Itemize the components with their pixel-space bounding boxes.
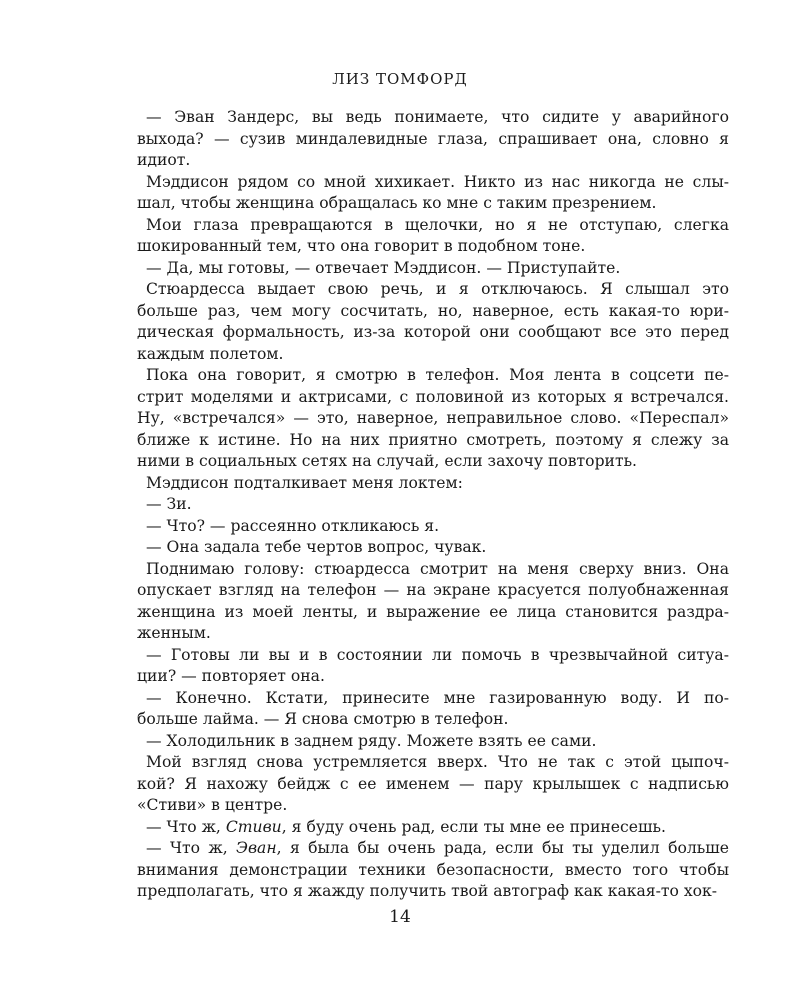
text-line: Мой взгляд снова устремляется вверх. Что не так с этой цыпоч- [146,753,729,771]
text-line [137,838,729,860]
paragraph [137,731,729,753]
paragraph [137,645,729,688]
text-line [137,817,729,839]
paragraph [137,817,729,839]
text-line: «Стиви» в центре. [137,796,288,814]
text-line: больше лайма. — Я снова смотрю в телефон. [137,710,509,728]
text-segment: — Что ж, [146,817,226,836]
body-text [137,107,729,903]
text-line: кой? Я нахожу бейдж с ее именем — пару крылышек с надписью [137,774,729,793]
text-line: ции? — повторяет она. [137,667,325,685]
text-line: Мои глаза превращаются в щелочки, но я не отступаю, слегка [146,215,729,234]
paragraph [137,258,729,280]
paragraph [137,752,729,817]
text-line: — Готовы ли вы и в состоянии ли помочь в чрезвычайной ситуа- [146,645,729,664]
text-line: каждым полетом. [137,344,284,363]
running-header: ЛИЗ ТОМФОРД [332,70,468,88]
page-number: 14 [389,907,411,927]
text-line: — Холодильник в заднем ряду. Можете взять ее сами. [146,731,597,750]
text-line: — Она задала тебе чертов вопрос, чувак. [146,538,487,556]
italic-name: Стиви [225,817,282,836]
text-line: Стюардесса выдает свою речь, и я отключаюсь. Я слышал это [146,280,729,298]
text-line: Поднимаю голову: стюардесса смотрит на меня сверху вниз. Она [146,559,729,578]
text-line: Мэддисон рядом со мной хихикает. Никто из нас никогда не слы- [146,172,729,191]
paragraph [137,279,729,365]
text-line: выхода? — сузив миндалевидные глаза, спрашивает она, словно я [137,129,729,148]
text-line: шал, чтобы женщина обращалась ко мне с таким презрением. [137,194,657,212]
paragraph [137,215,729,258]
text-line: ними в социальных сетях на случай, если захочу повторить. [137,452,638,470]
text-line: больше раз, чем могу сосчитать, но, наверное, есть какая-то юри- [137,301,729,320]
text-line: — Конечно. Кстати, принесите мне газированную воду. И по- [146,688,729,707]
text-line: внимания демонстрации техники безопасности, вместо того чтобы [137,860,729,879]
text-line: — Что? — рассеянно откликаюсь я. [146,516,440,535]
text-line: — Зи. [146,495,192,513]
italic-name: Эван [236,839,277,857]
text-line: ближе к истине. Но на них приятно смотреть, поэтому я слежу за [137,430,729,449]
paragraph [137,688,729,731]
paragraph [137,494,729,516]
paragraph [137,107,729,172]
text-line: стрит моделями и актрисами, с половиной из которых я встречался. [137,387,729,406]
text-line: Пока она говорит, я смотрю в телефон. Моя лента в соцсети пе- [146,366,729,384]
text-line: дическая формальность, из-за которой они сообщают все это перед [137,323,729,341]
text-line: предполагать, что я жажду получить твой автограф как какая-то хок- [137,882,718,900]
text-line: идиот. [137,151,191,169]
paragraph [137,838,729,903]
text-segment: , я была бы очень рада, если бы ты уделил больше [276,839,729,857]
text-line: женным. [137,624,211,642]
text-line: Ну, «встречался» — это, наверное, неправильное слово. «Переспал» [137,409,729,427]
text-segment: , я буду очень рад, если ты мне ее принесешь. [281,817,666,836]
paragraph [137,172,729,215]
text-line: опускает взгляд на телефон — на экране красуется полуобнаженная [137,581,729,599]
text-line: — Да, мы готовы, — отвечает Мэддисон. — Приступайте. [146,258,621,277]
paragraph [137,516,729,538]
text-line: шокированный тем, что она говорит в подобном тоне. [137,237,586,255]
paragraph [137,473,729,495]
paragraph [137,365,729,473]
paragraph [137,537,729,559]
text-line: женщина из моей ленты, и выражение ее лица становится раздра- [137,602,729,621]
text-line: — Эван Зандерс, вы ведь понимаете, что сидите у аварийного [146,108,729,126]
paragraph [137,559,729,645]
text-line: Мэддисон подталкивает меня локтем: [146,473,463,492]
text-segment: — Что ж, [146,839,237,857]
